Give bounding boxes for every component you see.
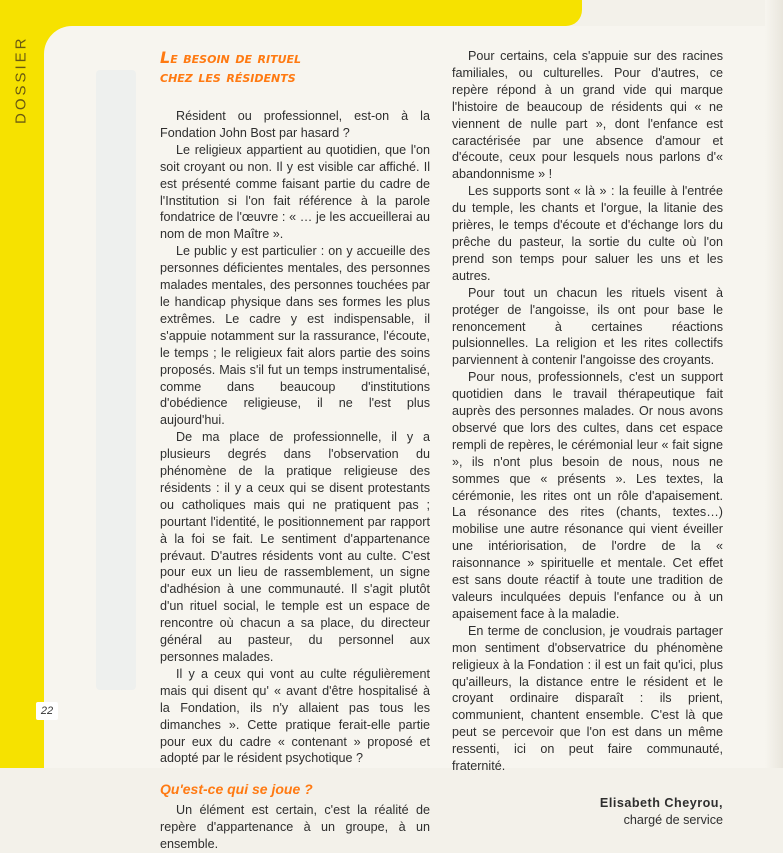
paragraph: Le public y est particulier : on y accueille des personnes déficientes mentales, des personnes malades mentales, des personnes touchées par le handicap physique dans ses formes les plus extrêmes. Le cadre y est indispensable, il s'appuie notamment sur la rassurance, l'écoute, le temps ; le religieux fait alors partie des soins proposés. Mais s'il fut un temps instrumentalisé, comme dans beaucoup d'institutions d'obédience religieuse, il ne l'est plus aujourd'hui. (160, 244, 430, 428)
paragraph: De ma place de professionnelle, il y a plusieurs degrés dans l'observation du phénomène de la pratique religieuse des résidents : il y a ceux qui se disent protestants ou catholiques mais qui ne pratiquent pas ; pourtant l'identité, le positionnement par rapport à la foi se fait. Le sentiment d'appartenance prévaut. D'autres résidents vont au culte. C'est pour eux un lieu de rassemblement, un signe d'adhésion à une communauté. Il s'agit plutôt d'un rituel social, le temple est un espace de rencontre où chacun a sa place, du directeur général au pasteur, du personnel aux personnes malades. (160, 430, 430, 664)
right-column (452, 48, 723, 829)
title-line-2: chez les résidents (160, 67, 296, 86)
author-name: Elisabeth Cheyrou, (599, 795, 723, 810)
paragraph: En terme de conclusion, je voudrais partager mon sentiment d'observatrice du phénomène religieux à la Fondation : il est un fait qu'ici, plus qu'ailleurs, la distance entre le résident et le croyant ordinaire disparaît : ils prient, communient, chantent ensemble. C'est là que peut se percevoir que l'on est dans un même ressenti, ici on peut faire communauté, fraternité. (452, 623, 723, 774)
paragraph: Le religieux appartient au quotidien, que l'on soit croyant ou non. Il y est visible car affiché. Il est présenté comme faisant partie du cadre de l'Institution si l'on fait référence à la parole fondatrice de l'œuvre : « … je les accueillerai au nom de mon Maître ». (160, 142, 430, 242)
subheading: Qu'est-ce qui se joue ? (160, 781, 313, 798)
page-number: 22 (36, 702, 58, 720)
author-byline (452, 795, 723, 829)
paragraph: Pour tout un chacun les rituels visent à protéger de l'angoisse, ils ont pour base le renoncement à certaines réactions pulsionnelles. La religion et les rites collectifs parviennent à contenir l'angoisse des croyants. (452, 285, 723, 368)
show-through-block (96, 70, 136, 690)
left-column (160, 48, 430, 853)
top-yellow-band (0, 0, 582, 26)
title-line-1: Le besoin de rituel (160, 48, 302, 67)
section-label: DOSSIER (12, 35, 30, 125)
article-title (160, 48, 430, 86)
paragraph: Pour certains, cela s'appuie sur des racines familiales, ou culturelles. Pour d'autres, ce repère répond à un grand vide qui marque l'histoire de beaucoup de résidents qui « ne viennent de nulle part », dont l'enfance est caractérisée par une absence d'amour et d'écoute, ceux pour lesquels nous parlons d'« abandonnisme » ! (452, 49, 723, 182)
author-role: chargé de service (623, 812, 723, 827)
page-spine-shadow (765, 0, 783, 768)
paragraph: Un élément est certain, c'est la réalité de repère d'appartenance à un groupe, à un ensemble. (160, 803, 430, 852)
paragraph: Il y a ceux qui vont au culte régulièrement mais qui disent qu' « avant d'être hospitalisé à la Fondation, ils n'y allaient pas tous les dimanches ». Cette pratique ferait-elle partie pour eux du cadre « contenant » proposé et adopté par le résident psychotique ? (160, 666, 430, 766)
paragraph: Résident ou professionnel, est-on à la Fondation John Bost par hasard ? (160, 109, 430, 140)
paragraph: Pour nous, professionnels, c'est un support quotidien dans le travail thérapeutique fait auprès des personnes malades. Or nous avons observé que lors des cultes, dans cet espace rempli de repères, le cérémonial leur « fait signe », ils n'ont plus besoin de nous, nous ne sommes que « présents ». Les textes, la cérémonie, les rites ont un rôle d'apaisement. La résonance des rites (chants, textes…) mobilise une autre résonance qui vient éveiller une intériorisation, de l'ordre de la « raisonnance » spirituelle et mentale. Cet effet est sans doute réactif à toute une tradition de valeurs inculquées depuis l'enfance ou à un apaisement face à la maladie. (452, 370, 723, 621)
paragraph: Les supports sont « là » : la feuille à l'entrée du temple, les chants et l'orgue, la litanie des prières, le temps d'écoute et d'échange lors du prêche du pasteur, la sortie du culte où l'on prend son temps pour saluer les uns et les autres. (452, 184, 723, 283)
